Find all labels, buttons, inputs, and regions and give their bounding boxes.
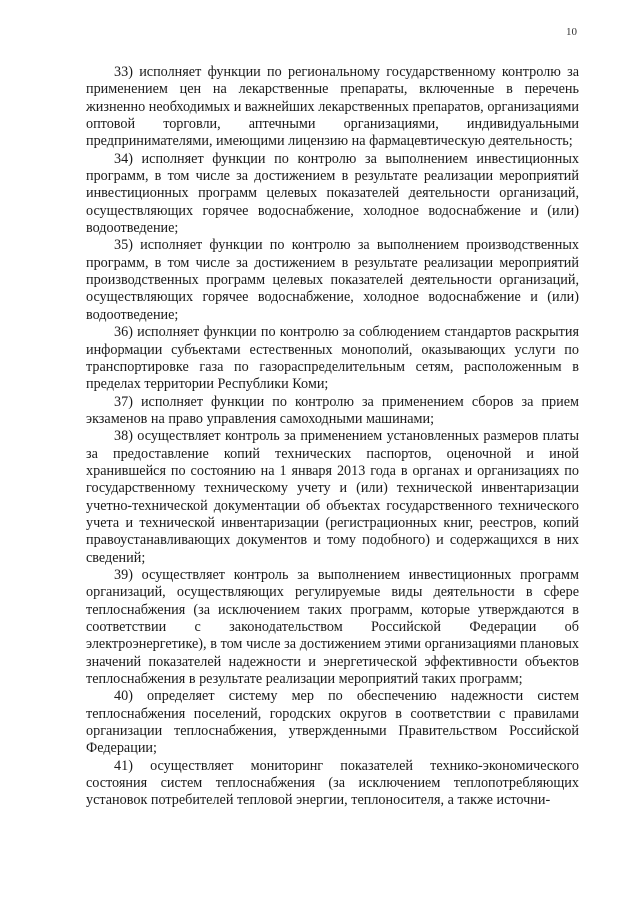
paragraph-39: 39) осуществляет контроль за выполнением инвестиционных программ организаций, осуществляющих регулируемые виды деятельности в сфере теплоснабжения (за исключением таких программ, которые утверждаются в соответствии с законодательством Российской Федерации об электроэнергетике), в том числе за достижением этими организациями плановых значений показателей надежности и энергетической эффективности объектов теплоснабжения в результате реализации мероприятий таких программ; [86,566,579,688]
paragraph-40: 40) определяет систему мер по обеспечению надежности систем теплоснабжения поселений, городских округов в соответствии с правилами организации теплоснабжения, утвержденными Правительством Российской Федерации; [86,688,579,757]
document-body [86,64,579,810]
paragraph-34: 34) исполняет функции по контролю за выполнением инвестиционных программ, в том числе за достижением в результате реализации мероприятий инвестиционных программ целевых показателей деятельности организаций, осуществляющих горячее водоснабжение, холодное водоснабжение и (или) водоотведение; [86,150,579,237]
paragraph-33: 33) исполняет функции по региональному государственному контролю за применением цен на лекарственные препараты, включенные в перечень жизненно необходимых и важнейших лекарственных препаратов, организациями оптовой торговли, аптечными организациями, индивидуальными предпринимателями, имеющими лицензию на фармацевтическую деятельность; [86,64,579,150]
paragraph-35: 35) исполняет функции по контролю за выполнением производственных программ, в том числе за достижением в результате реализации мероприятий производственных программ целевых показателей деятельности организаций, осуществляющих горячее водоснабжение, холодное водоснабжение и (или) водоотведение; [86,237,579,323]
paragraph-37: 37) исполняет функции по контролю за применением сборов за прием экзаменов на право управления самоходными машинами; [86,393,579,427]
page-number: 10 [566,26,577,38]
paragraph-36: 36) исполняет функции по контролю за соблюдением стандартов раскрытия информации субъектами естественных монополий, оказывающих услуги по транспортировке газа по газораспределительным сетям, расположенным в пределах территории Республики Коми; [86,324,579,393]
paragraph-38: 38) осуществляет контроль за применением установленных размеров платы за предоставление копий технических паспортов, оценочной и иной хранившейся по состоянию на 1 января 2013 года в органах и организациях по государственному техническому учету и (или) технической инвентаризации учетно-технической документации об объектах государственного технического учета и технической инвентаризации (регистрационных книг, реестров, копий правоустанавливающих документов и тому подобного) и содержащихся в них сведений; [86,428,579,566]
paragraph-41: 41) осуществляет мониторинг показателей технико-экономического состояния систем теплоснабжения (за исключением теплопотребляющих установок потребителей тепловой энергии, теплоносителя, а также источни- [86,757,579,809]
